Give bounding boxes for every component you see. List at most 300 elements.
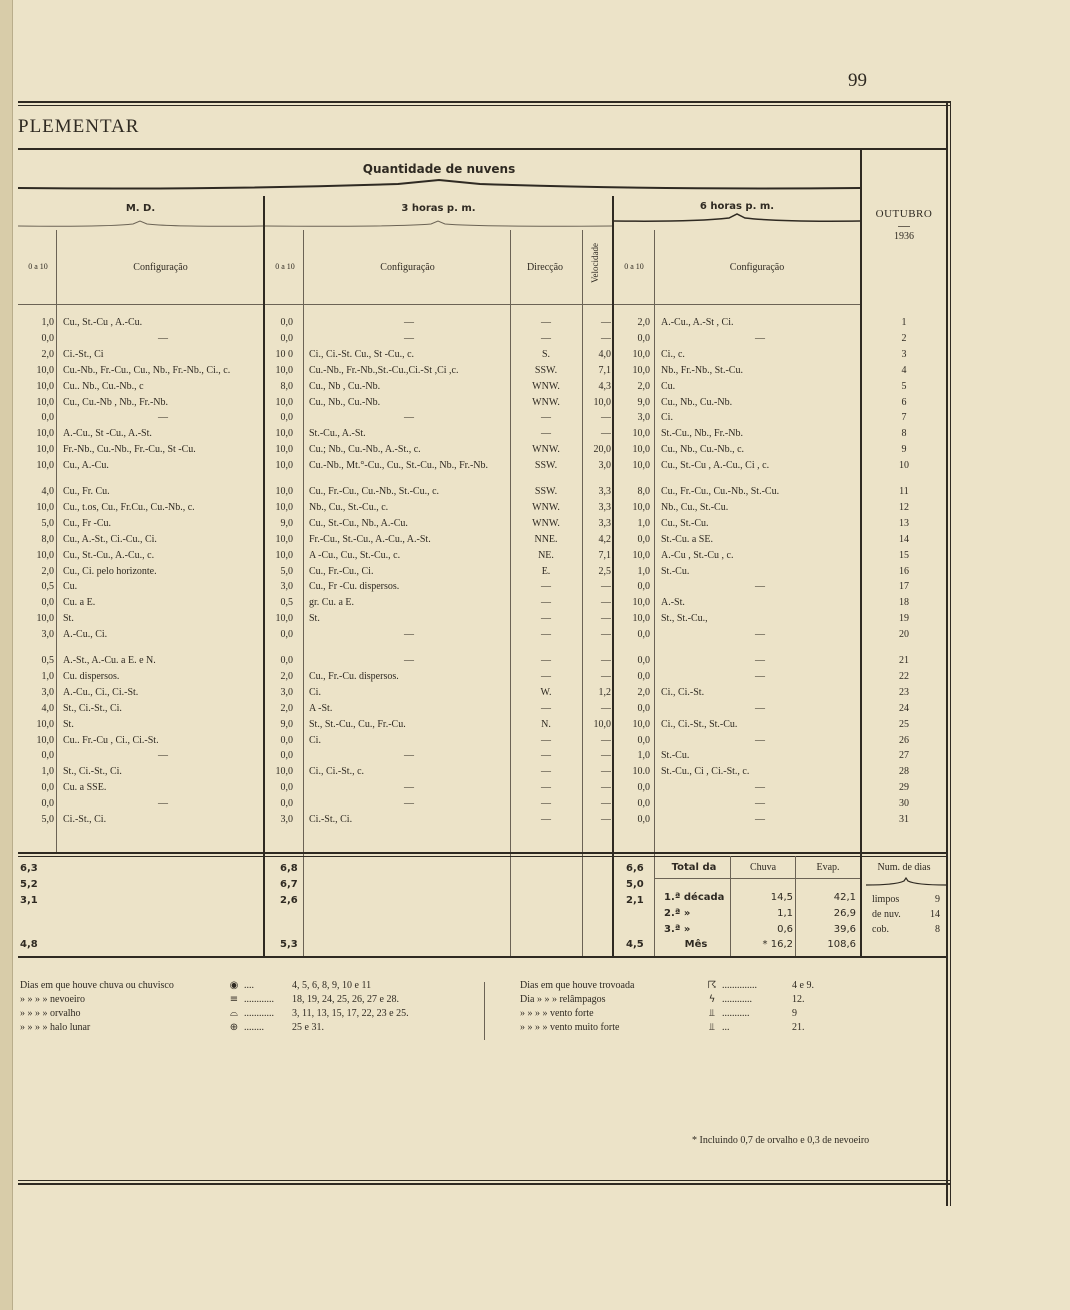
md-config: — — [158, 750, 168, 762]
day-number: 25 — [899, 718, 909, 730]
legend-text: Dia » » » relâmpagos — [520, 994, 606, 1005]
h3-config: St. — [309, 613, 320, 625]
section-md: M. D. — [125, 203, 156, 214]
h3-config: — — [404, 332, 414, 344]
wind-speed: — — [601, 332, 611, 344]
md-config: Cu., A.-St., Ci.-Cu., Ci. — [63, 533, 157, 545]
md-config: Cu., St.-Cu., A.-Cu., c. — [63, 549, 155, 561]
wind-direction: — — [541, 702, 551, 714]
wind-speed: — — [601, 597, 611, 609]
legend-days: 12. — [792, 994, 805, 1005]
wind-speed: — — [601, 702, 611, 714]
totals-bottom-rule — [18, 956, 946, 958]
wind-direction: — — [541, 782, 551, 794]
clouds-title: Quantidade de nuvens — [362, 162, 516, 176]
section-md-brace — [18, 220, 263, 230]
h3-value: 0,0 — [280, 798, 293, 810]
h3-value: 0,0 — [280, 782, 293, 794]
md-value: 0,5 — [41, 655, 54, 666]
days-value: 8 — [935, 924, 940, 935]
day-number: 8 — [901, 428, 907, 440]
md-value: 10,0 — [36, 364, 54, 376]
md-config-header: Configuração — [133, 262, 188, 273]
clouds-brace — [18, 178, 860, 194]
h6-config: St.-Cu. — [661, 565, 690, 577]
wind-speed: 7,1 — [598, 549, 611, 561]
md-config: — — [158, 798, 168, 810]
wind-speed: 3,3 — [598, 501, 611, 513]
day-number: 20 — [899, 629, 909, 641]
h6-value: 0,0 — [637, 332, 650, 344]
h3-value: 10,0 — [275, 533, 293, 545]
h6-config: St.-Cu. — [661, 750, 690, 762]
md-value: 10,0 — [36, 428, 54, 440]
wind-speed: 3,0 — [598, 460, 611, 472]
wind-speed: 20,0 — [593, 444, 611, 456]
body-bottom-rule-thin — [18, 856, 946, 857]
h3-value: 10,0 — [275, 396, 293, 408]
md-value: 5,0 — [41, 517, 54, 529]
h6-config: Cu., Fr.-Cu., Cu.-Nb., St.-Cu. — [661, 486, 780, 497]
wind-direction: — — [541, 798, 551, 810]
md-value: 0,5 — [41, 581, 54, 593]
legend-days: 9 — [792, 1008, 797, 1019]
h6-value: 0,0 — [637, 670, 650, 682]
day-number: 16 — [899, 565, 909, 577]
legend-dots: ............ — [244, 1008, 274, 1019]
h6-config: — — [755, 798, 765, 810]
md-config: Cu. dispersos. — [63, 670, 120, 682]
legend-days: 3, 11, 13, 15, 17, 22, 23 e 25. — [292, 1008, 409, 1019]
h3-config: — — [404, 412, 414, 424]
h3-config: — — [404, 750, 414, 762]
wind-direction: W. — [540, 686, 552, 698]
h6-config: — — [755, 629, 765, 641]
day-number: 12 — [899, 501, 909, 513]
period-label: Mês — [684, 939, 708, 950]
legend-days: 25 e 31. — [292, 1022, 324, 1033]
h6-value: 0,0 — [637, 655, 650, 666]
page-number: 99 — [848, 70, 867, 91]
h6-value: 1,0 — [637, 565, 650, 577]
md-average: 3,1 — [20, 895, 38, 906]
h6-average: 4,5 — [626, 939, 644, 950]
wind-direction: — — [541, 750, 551, 762]
day-number: 2 — [901, 332, 907, 344]
h3-average: 5,3 — [280, 939, 298, 950]
legend-days: 21. — [792, 1022, 805, 1033]
h3-config: Cu., Fr.-Cu. dispersos. — [309, 670, 399, 682]
wind-direction: — — [541, 766, 551, 778]
wind-speed: — — [601, 317, 611, 328]
legend-dots: ............ — [722, 994, 752, 1005]
wind-direction: WNW. — [532, 444, 560, 456]
h6-value: 0,0 — [637, 782, 650, 794]
h6-value: 10,0 — [632, 348, 650, 360]
h3-value: 5,0 — [280, 565, 293, 577]
md-config: — — [158, 412, 168, 424]
day-number: 23 — [899, 686, 909, 698]
section-6h-brace — [614, 213, 860, 225]
h6-config: — — [755, 332, 765, 344]
day-number: 14 — [899, 533, 909, 545]
legend-text: Dias em que houve chuva ou chuvisco — [20, 980, 174, 991]
h3-value: 10,0 — [275, 364, 293, 376]
section-3h-brace — [265, 220, 612, 230]
h6-value: 10,0 — [632, 501, 650, 513]
h6-config: Ci., Ci.-St. — [661, 686, 705, 698]
days-header: Num. de dias — [877, 862, 931, 873]
h3-config: A -St. — [309, 702, 333, 714]
md-config: Ci.-St., Ci. — [63, 814, 107, 825]
wind-speed: — — [601, 814, 611, 825]
h3-value: 10,0 — [275, 428, 293, 440]
body-bottom-rule — [18, 852, 946, 854]
h3-config: Cu., Nb , Cu.-Nb. — [309, 380, 381, 392]
day-number: 6 — [901, 396, 907, 408]
wind-speed: — — [601, 428, 611, 440]
wind-speed: 4,0 — [598, 348, 611, 360]
md-config: A.-Cu., Ci. — [63, 629, 108, 641]
wind-speed: 4,3 — [598, 380, 611, 392]
legend-text: » » » » nevoeiro — [20, 994, 85, 1005]
md-config: Cu. a SSE. — [63, 782, 107, 794]
h3-value: 0,0 — [280, 317, 293, 328]
wind-speed: — — [601, 670, 611, 682]
md-value: 1,0 — [41, 670, 54, 682]
day-number: 3 — [901, 348, 907, 360]
h3-value: 10,0 — [275, 444, 293, 456]
wind-speed: — — [601, 734, 611, 746]
h3-value: 0,0 — [280, 629, 293, 641]
wind-speed: 7,1 — [598, 364, 611, 376]
md-value: 3,0 — [41, 686, 54, 698]
md-config: Cu.. Nb., Cu.-Nb., c — [63, 380, 144, 392]
days-value: 9 — [935, 894, 940, 905]
md-config: Cu.-Nb., Fr.-Cu., Cu., Nb., Fr.-Nb., Ci., c. — [63, 364, 231, 376]
h3-config: Ci., Ci.-St. Cu., St -Cu., c. — [309, 348, 415, 360]
day-number: 30 — [899, 798, 909, 810]
h3-value: 9,0 — [280, 517, 293, 529]
h6-value: 0,0 — [637, 734, 650, 746]
wind-direction: — — [541, 581, 551, 593]
page-binding-edge — [0, 0, 13, 1310]
period-rain: * 16,2 — [762, 939, 793, 950]
h6-value: 2,0 — [637, 380, 650, 392]
md-config: — — [158, 332, 168, 344]
h3-config: Ci.-St., Ci. — [309, 814, 353, 825]
h3-value: 2,0 — [280, 702, 293, 714]
wind-speed: 2,5 — [598, 565, 611, 577]
h6-config: Ci., Ci.-St., St.-Cu. — [661, 718, 738, 730]
h6-value: 0,0 — [637, 702, 650, 714]
md-config: A.-Cu., St -Cu., A.-St. — [63, 428, 152, 440]
period-label: 1.ª década — [664, 892, 725, 903]
md-config: A.-St., A.-Cu. a E. e N. — [63, 655, 156, 666]
h6-config: — — [755, 670, 765, 682]
wind-speed: 4,2 — [598, 533, 611, 545]
h3-value: 2,0 — [280, 670, 293, 682]
h3-config: — — [404, 317, 414, 328]
wind-direction: — — [541, 597, 551, 609]
h6-value: 10,0 — [632, 718, 650, 730]
md-value: 0,0 — [41, 597, 54, 609]
h3-config: Cu., St.-Cu., Nb., A.-Cu. — [309, 517, 408, 529]
strong-wind-icon: ⫫ — [709, 1008, 715, 1019]
h3-config: Ci., Ci.-St., c. — [309, 766, 365, 778]
md-value: 0,0 — [41, 750, 54, 762]
md-config: Cu., A.-Cu. — [63, 460, 109, 472]
wind-speed: 10,0 — [593, 718, 611, 730]
h6-config: — — [755, 782, 765, 794]
h6-value: 3,0 — [637, 412, 650, 424]
h6-config: Ci., c. — [661, 348, 685, 360]
lunar-halo-icon: ⊕ — [229, 1022, 239, 1033]
md-value: 0,0 — [41, 782, 54, 794]
heading-rule — [18, 148, 946, 150]
days-brace — [866, 877, 946, 887]
h6-average: 6,6 — [626, 863, 644, 874]
md-config: Cu., t.os, Cu., Fr.Cu., Cu.-Nb., c. — [63, 501, 195, 513]
h3-value: 10,0 — [275, 549, 293, 561]
wind-speed: — — [601, 782, 611, 794]
evap-header: Evap. — [816, 862, 840, 873]
h3-config: gr. Cu. a E. — [309, 597, 354, 609]
wind-direction: NNE. — [534, 533, 558, 545]
h6-value: 10.0 — [632, 766, 650, 778]
h6-value: 0,0 — [637, 533, 650, 545]
section-6h: 6 horas p. m. — [699, 201, 775, 212]
md-config: Cu. a E. — [63, 597, 96, 609]
wind-speed: — — [601, 655, 611, 666]
md-value: 0,0 — [41, 798, 54, 810]
h6-config: Nb., Fr.-Nb., St.-Cu. — [661, 364, 743, 376]
h6-config: Cu., St.-Cu , A.-Cu., Ci , c. — [661, 460, 770, 472]
days-value: 14 — [930, 909, 940, 920]
day-number: 24 — [899, 702, 909, 714]
h6-config: Cu., Nb., Cu.-Nb., c. — [661, 444, 745, 456]
wind-direction: SSW. — [534, 460, 558, 472]
md-config: St., Ci.-St., Ci. — [63, 702, 122, 714]
day-number: 17 — [899, 581, 909, 593]
h6-config: St., St.-Cu., — [661, 613, 708, 625]
h6-value: 0,0 — [637, 814, 650, 825]
totals-header-rule — [654, 878, 860, 879]
md-value: 10,0 — [36, 501, 54, 513]
h6-config: St.-Cu., Ci , Ci.-St., c. — [661, 766, 750, 778]
period-rain: 0,6 — [777, 924, 793, 935]
col-md-scale — [56, 230, 57, 852]
legend-text: » » » » halo lunar — [20, 1022, 91, 1033]
wind-speed: — — [601, 766, 611, 778]
day-number: 10 — [899, 460, 909, 472]
h3-value: 0,5 — [280, 597, 293, 609]
h3-value: 3,0 — [280, 686, 293, 698]
h3-config: Nb., Cu., St.-Cu., c. — [309, 501, 389, 513]
wind-direction: — — [541, 670, 551, 682]
very-strong-wind-icon: ⫫ — [709, 1022, 715, 1033]
md-value: 0,0 — [41, 332, 54, 344]
h3-config: Cu., Fr.-Cu., Ci. — [309, 565, 374, 577]
day-number: 1 — [901, 317, 907, 328]
h6-value: 8,0 — [637, 486, 650, 497]
h3-config: Cu., Fr -Cu. dispersos. — [309, 581, 400, 593]
wind-direction: — — [541, 814, 551, 825]
h6-value: 10,0 — [632, 549, 650, 561]
h6-config: Nb., Cu., St.-Cu. — [661, 501, 729, 513]
legend-dots: ........... — [722, 1008, 750, 1019]
days-label: limpos — [872, 894, 900, 905]
h6-value: 2,0 — [637, 317, 650, 328]
h3-config: St., St.-Cu., Cu., Fr.-Cu. — [309, 718, 406, 730]
wind-direction: N. — [541, 718, 551, 730]
md-value: 8,0 — [41, 533, 54, 545]
md-config: Fr.-Nb., Cu.-Nb., Fr.-Cu., St -Cu. — [63, 444, 196, 456]
h3-config: Cu.-Nb., Mt.°-Cu., Cu., St.-Cu., Nb., Fr.-Nb. — [309, 460, 489, 472]
h6-config: St.-Cu., Nb., Fr.-Nb. — [661, 428, 743, 440]
right-frame — [946, 101, 948, 1206]
day-number: 4 — [901, 364, 907, 376]
wind-direction: — — [541, 613, 551, 625]
wind-speed: — — [601, 613, 611, 625]
wind-direction: E. — [541, 565, 551, 577]
legend-dots: .... — [244, 980, 254, 991]
h3-config: Cu., Fr.-Cu., Cu.-Nb., St.-Cu., c. — [309, 486, 440, 497]
h3-config: St.-Cu., A.-St. — [309, 428, 366, 440]
h6-value: 9,0 — [637, 396, 650, 408]
h3-config: Cu., Nb., Cu.-Nb. — [309, 396, 381, 408]
h6-config-header: Configuração — [729, 262, 785, 273]
legend-text: » » » » vento forte — [520, 1008, 594, 1019]
h3-config: Ci. — [309, 734, 321, 746]
month-dash — [898, 226, 910, 227]
fog-icon: ≡ — [229, 994, 239, 1005]
dew-icon: ⌓ — [230, 1008, 238, 1019]
thunder-icon: ☈ — [707, 980, 717, 991]
period-evap: 26,9 — [833, 908, 856, 919]
wind-speed: 3,3 — [598, 517, 611, 529]
day-number: 31 — [899, 814, 909, 825]
wind-direction: SSW. — [534, 486, 558, 497]
h6-config: St.-Cu. a SE. — [661, 533, 713, 545]
md-config: St. — [63, 613, 74, 625]
h6-average: 5,0 — [626, 879, 644, 890]
top-rule-thin — [18, 105, 950, 106]
day-number: 7 — [901, 412, 907, 424]
period-evap: 108,6 — [827, 939, 856, 950]
legend-dots: ........ — [244, 1022, 264, 1033]
day-number: 9 — [901, 444, 907, 456]
lightning-icon: ϟ — [708, 994, 716, 1005]
h3-value: 0,0 — [280, 655, 293, 666]
md-config: Cu., Ci. pelo horizonte. — [63, 565, 157, 577]
md-value: 10,0 — [36, 396, 54, 408]
md-config: Cu., Fr. Cu. — [63, 486, 110, 497]
day-number: 21 — [899, 655, 909, 666]
h3-config: — — [404, 782, 414, 794]
period-evap: 42,1 — [833, 892, 856, 903]
col-h3-scale — [303, 230, 304, 956]
direction-header: Direcção — [526, 262, 564, 273]
h3-value: 10,0 — [275, 486, 293, 497]
md-config: A.-Cu., Ci., Ci.-St. — [63, 686, 139, 698]
h6-value: 10,0 — [632, 597, 650, 609]
h6-config: — — [755, 814, 765, 825]
md-value: 10,0 — [36, 444, 54, 456]
h6-scale-header: 0 a 10 — [624, 262, 644, 271]
md-value: 0,0 — [41, 412, 54, 424]
md-average: 4,8 — [20, 939, 38, 950]
h3-value: 10,0 — [275, 501, 293, 513]
h3-value: 10,0 — [275, 766, 293, 778]
wind-direction: WNW. — [532, 380, 560, 392]
h6-value: 0,0 — [637, 798, 650, 810]
period-label: 2.ª » — [664, 908, 691, 919]
top-rule — [18, 101, 950, 103]
md-config: Cu., Cu.-Nb , Nb., Fr.-Nb. — [63, 396, 169, 408]
month-label: OUTUBRO — [875, 208, 933, 220]
legend-text: Dias em que houve trovoada — [520, 980, 635, 991]
h3-value: 9,0 — [280, 718, 293, 730]
md-value: 5,0 — [41, 814, 54, 825]
h6-value: 2,0 — [637, 686, 650, 698]
md-value: 10,0 — [36, 380, 54, 392]
rain-header: Chuva — [749, 862, 777, 873]
md-value: 2,0 — [41, 565, 54, 577]
wind-direction: SSW. — [534, 364, 558, 376]
h3-config: — — [404, 629, 414, 641]
legend-divider — [484, 982, 485, 1040]
h6-value: 10,0 — [632, 364, 650, 376]
h3-average: 6,8 — [280, 863, 298, 874]
period-label: 3.ª » — [664, 924, 691, 935]
period-evap: 39,6 — [833, 924, 856, 935]
header-bottom-rule — [18, 304, 860, 305]
h3-config: Fr.-Cu., St.-Cu., A.-Cu., A.-St. — [309, 533, 431, 545]
legend-dots: ............ — [244, 994, 274, 1005]
wind-direction: — — [541, 332, 551, 344]
h6-value: 1,0 — [637, 750, 650, 762]
md-value: 1,0 — [41, 766, 54, 778]
wind-speed: — — [601, 750, 611, 762]
h6-config: A.-Cu., A.-St , Ci. — [661, 317, 734, 328]
wind-speed: — — [601, 412, 611, 424]
h3-config: Cu.; Nb., Cu.-Nb., A.-St., c. — [309, 444, 421, 456]
h3-config: A -Cu., Cu., St.-Cu., c. — [309, 549, 401, 561]
legend-dots: ... — [722, 1022, 730, 1033]
day-number: 11 — [899, 486, 909, 497]
wind-direction: WNW. — [532, 501, 560, 513]
period-rain: 1,1 — [777, 908, 793, 919]
day-number: 5 — [901, 380, 907, 392]
md-value: 2,0 — [41, 348, 54, 360]
h3-scale-header: 0 a 10 — [275, 262, 295, 271]
wind-speed: 1,2 — [598, 686, 611, 698]
right-frame-thin — [950, 101, 951, 1206]
h6-value: 1,0 — [637, 517, 650, 529]
h3-config: — — [404, 798, 414, 810]
wind-direction: NE. — [538, 549, 554, 561]
col-h6-scale — [654, 230, 655, 956]
col-direction — [510, 230, 511, 956]
md-average: 6,3 — [20, 863, 38, 874]
legend-days: 18, 19, 24, 25, 26, 27 e 28. — [292, 994, 399, 1005]
h6-value: 10,0 — [632, 428, 650, 440]
h3-value: 3,0 — [280, 581, 293, 593]
year-label: 1936 — [894, 231, 914, 242]
md-value: 1,0 — [41, 317, 54, 328]
md-value: 4,0 — [41, 702, 54, 714]
